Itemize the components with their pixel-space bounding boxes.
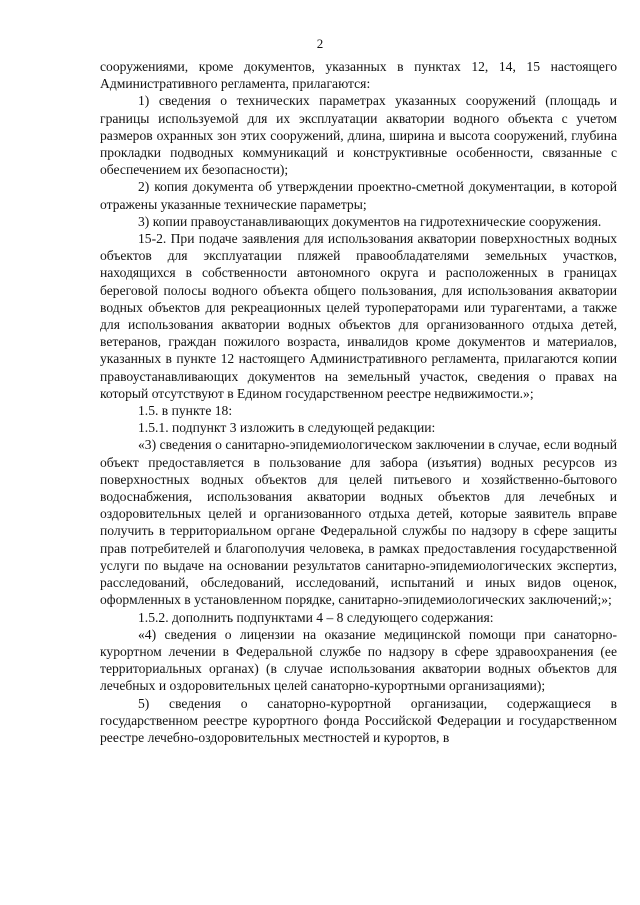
paragraph: 1) сведения о технических параметрах указанных сооружений (площадь и границы используемой для их эксплуатации акватории водного объекта с учетом размеров охранных зон этих сооружений, длина, ширина и высота сооружений, глубина прокладки подводных коммуникаций и конструктивные особенности, связанные с обеспечением их безопасности); bbox=[100, 93, 617, 178]
paragraph: сооружениями, кроме документов, указанных в пунктах 12, 14, 15 настоящего Административного регламента, прилагаются: bbox=[100, 59, 617, 92]
paragraph: 1.5.1. подпункт 3 изложить в следующей редакции: bbox=[138, 420, 436, 436]
paragraph: 1.5. в пункте 18: bbox=[138, 403, 233, 419]
paragraph: «3) сведения о санитарно-эпидемиологическом заключении в случае, если водный объект предоставляется в пользование для забора (изъятия) водных ресурсов из поверхностных водных объектов для целей питьевого и хозяйственно-бытового водоснабжения, использования акватории водных объектов для лечебных и оздоровительных целей и организованного отдыха детей, которые заявитель вправе получить в территориальном органе Федеральной службы по надзору в сфере защиты прав потребителей и благополучия человека, в рамках предоставления государственной услуги по выдаче на основании результатов санитарно-эпидемиологических экспертиз, расследований, обследований, исследований, испытаний и иных видов оценок, оформленных в установленном порядке, санитарно-эпидемиологических заключений;»; bbox=[100, 437, 617, 608]
paragraph: 15-2. При подаче заявления для использования акватории поверхностных водных объектов для эксплуатации пляжей правообладателями земельных участков, находящихся в собственности автономного округа и расположенных в границах береговой полосы водного объекта общего пользования, для использования акватории водных объектов для рекреационных целей туроператорами или турагентами, а также для использования акватории водных объектов для организованного отдыха детей, ветеранов, граждан пожилого возраста, инвалидов кроме документов и материалов, указанных в пункте 12 настоящего Административного регламента, прилагаются копии правоустанавливающих документов на земельный участок, сведения о правах на который отсутствуют в Едином государственном реестре недвижимости.»; bbox=[100, 231, 617, 401]
paragraph: 1.5.2. дополнить подпунктами 4 – 8 следующего содержания: bbox=[138, 609, 494, 625]
paragraph: «4) сведения о лицензии на оказание медицинской помощи при санаторно-курортном лечении в Федеральной службе по надзору в сфере здравоохранения (ее территориальных органах) (в случае использования акватории водных объектов для лечебных и оздоровительных целей санаторно-курортными организациями); bbox=[100, 626, 617, 694]
page-number: 2 bbox=[316, 36, 324, 51]
paragraph: 5) сведения о санаторно-курортной организации, содержащиеся в государственном реестре курортного фонда Российской Федерации и государственном реестре лечебно-оздоровительных местностей и курортов, в bbox=[100, 695, 617, 745]
paragraph: 2) копия документа об утверждении проектно-сметной документации, в которой отражены указанные технические параметры; bbox=[100, 179, 617, 212]
document-body bbox=[100, 58, 617, 746]
paragraph: 3) копии правоустанавливающих документов на гидротехнические сооружения. bbox=[138, 213, 602, 229]
